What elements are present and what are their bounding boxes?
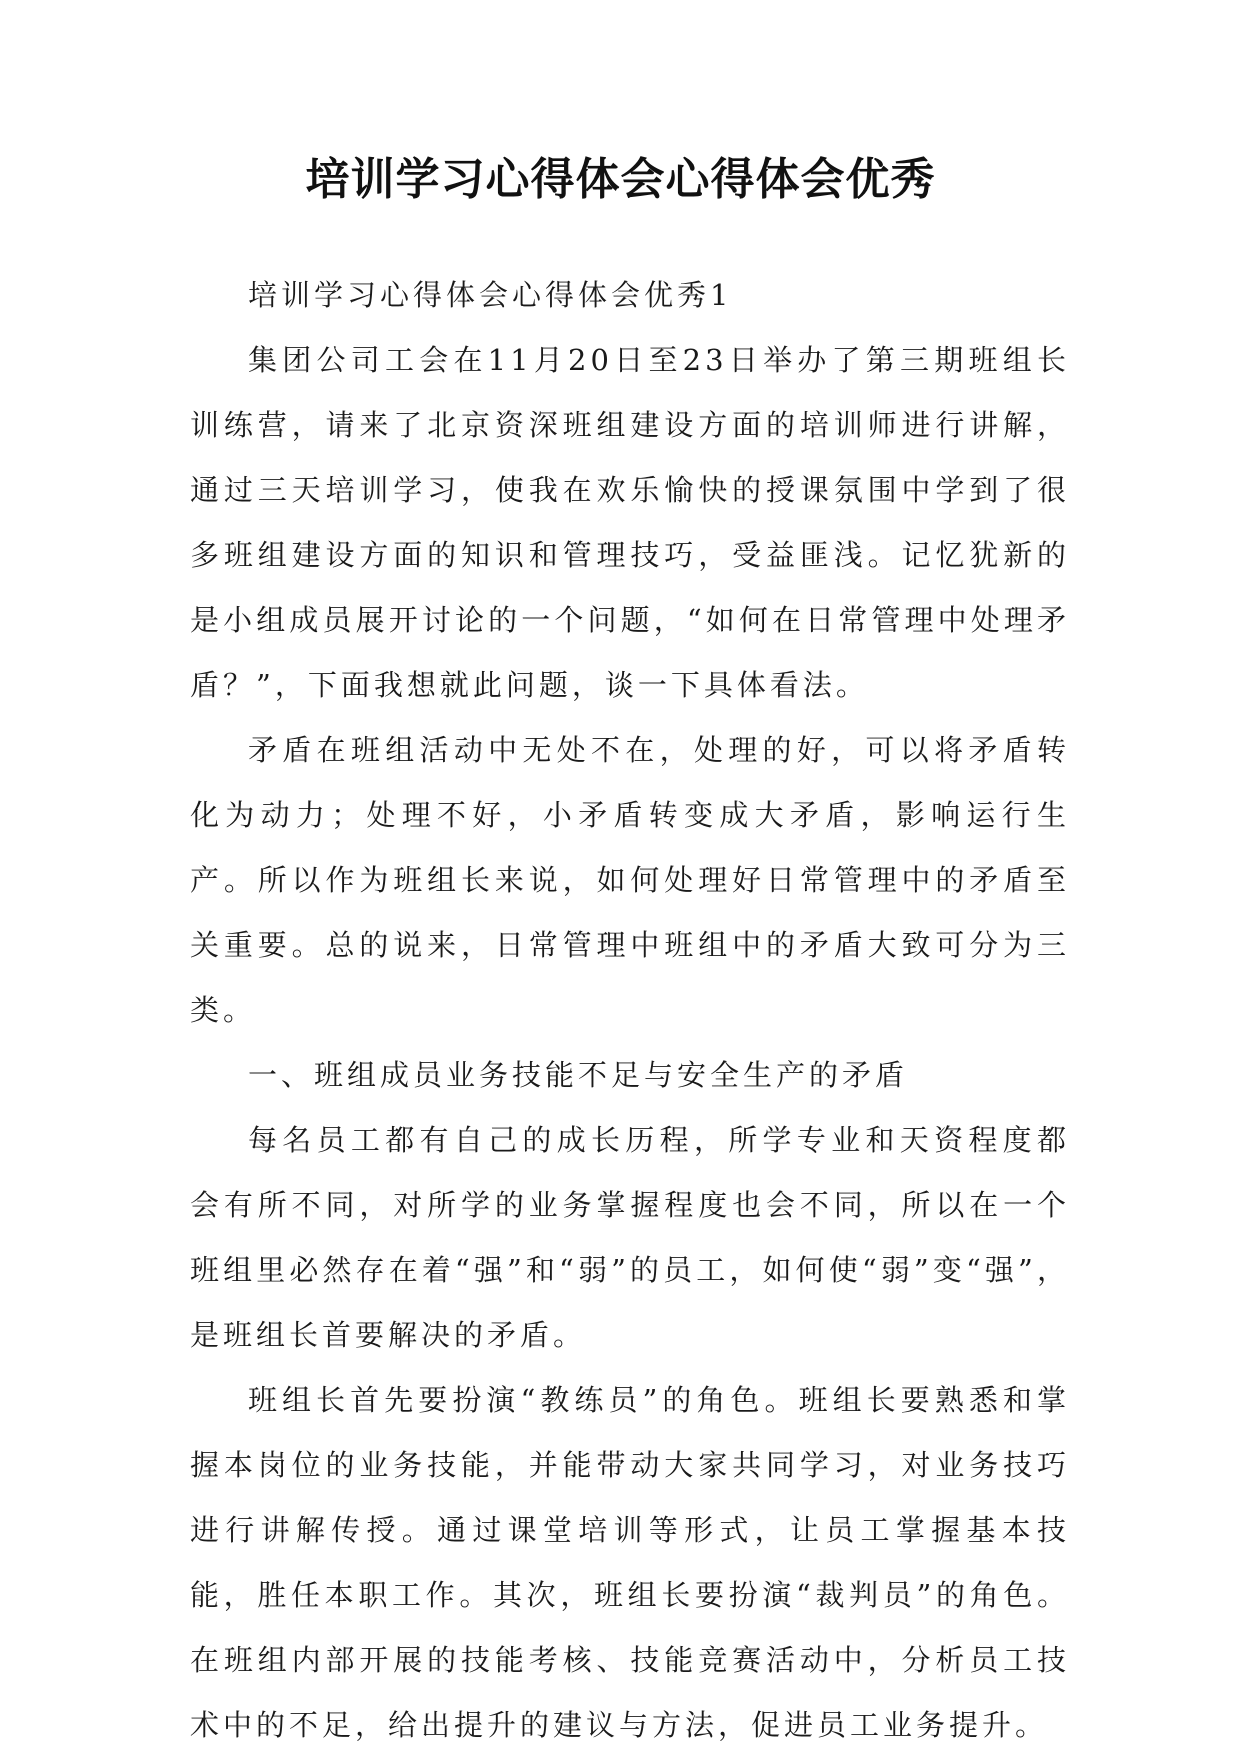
document-title: 培训学习心得体会心得体会优秀 [305,154,936,205]
document-body [190,263,1070,1758]
section-heading-1: 一、班组成员业务技能不足与安全生产的矛盾 [248,1058,909,1092]
paragraph-intro: 集团公司工会在11月20日至23日举办了第三期班组长训练营，请来了北京资深班组建设方面的培训师进行讲解，通过三天培训学习，使我在欢乐愉快的授课氛围中学到了很多班组建设方面的知识和管理技巧，受益匪浅。记忆犹新的是小组成员展开讨论的一个问题，“如何在日常管理中处理矛盾？”，下面我想就此问题，谈一下具体看法。 [190,343,1070,702]
paragraph-contradictions: 矛盾在班组活动中无处不在，处理的好，可以将矛盾转化为动力；处理不好，小矛盾转变成大矛盾，影响运行生产。所以作为班组长来说，如何处理好日常管理中的矛盾至关重要。总的说来，日常管理中班组中的矛盾大致可分为三类。 [190,733,1070,1027]
paragraph-team-leader: 班组长首先要扮演“教练员”的角色。班组长要熟悉和掌握本岗位的业务技能，并能带动大家共同学习，对业务技巧进行讲解传授。通过课堂培训等形式，让员工掌握基本技能，胜任本职工作。其次，班组长要扮演“裁判员”的角色。在班组内部开展的技能考核、技能竞赛活动中，分析员工技术中的不足，给出提升的建议与方法，促进员工业务提升。 [190,1383,1070,1742]
paragraph-subtitle: 培训学习心得体会心得体会优秀1 [248,278,733,312]
paragraph-employees: 每名员工都有自己的成长历程，所学专业和天资程度都会有所不同，对所学的业务掌握程度也会不同，所以在一个班组里必然存在着“强”和“弱”的员工，如何使“弱”变“强”，是班组长首要解决的矛盾。 [190,1123,1070,1352]
